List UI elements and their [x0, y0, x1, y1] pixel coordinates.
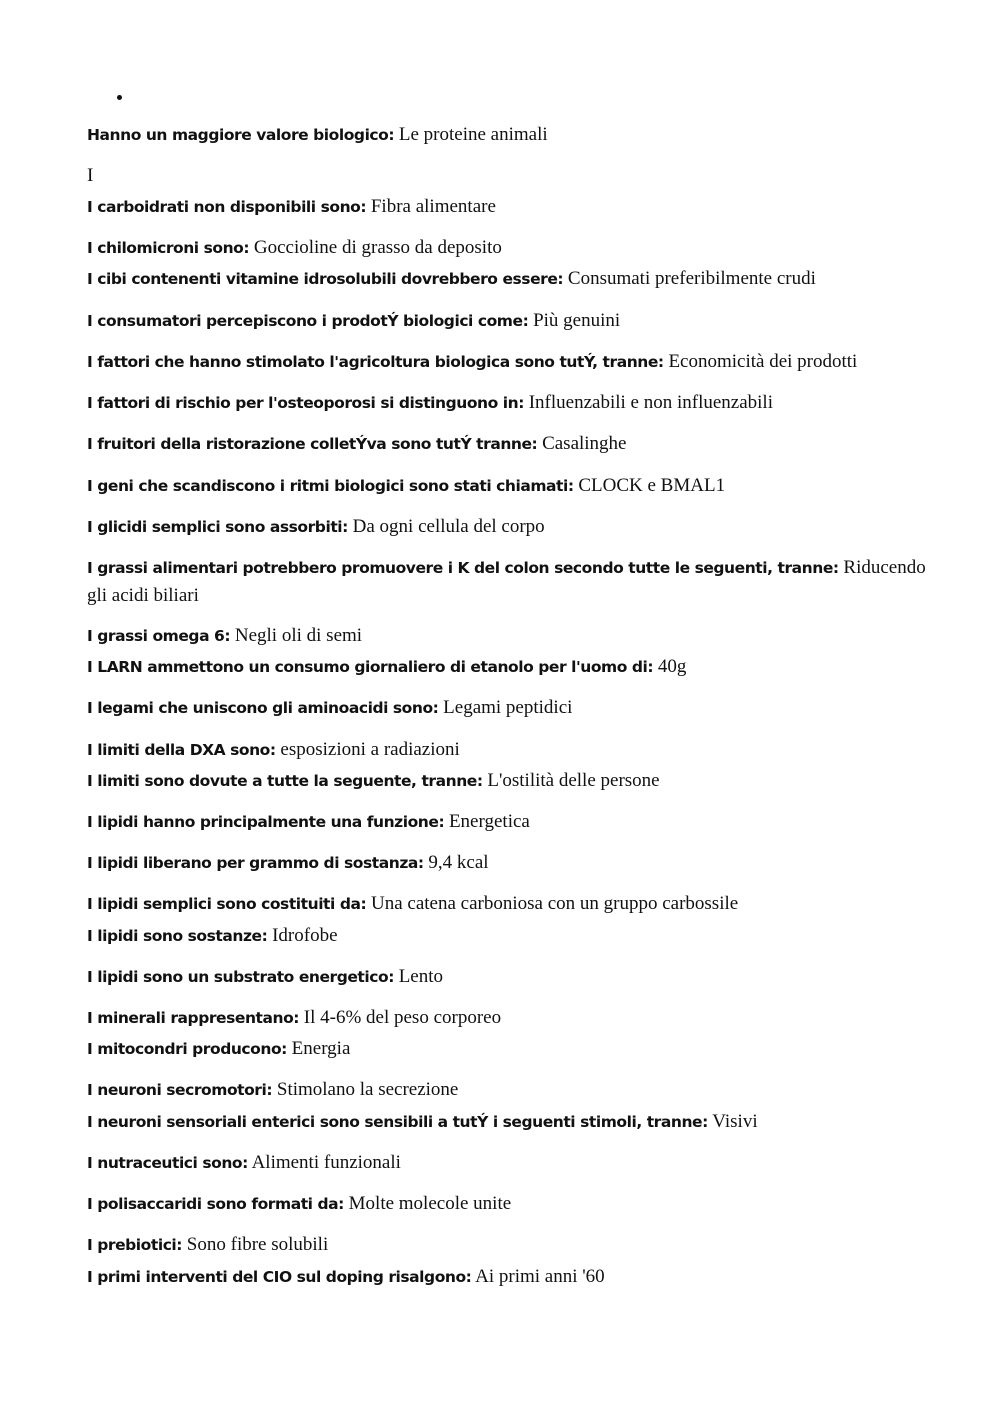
answer: Alimenti funzionali	[251, 1152, 401, 1173]
question: Hanno un maggiore valore biologico:	[87, 126, 395, 144]
answer: Ai primi anni '60	[475, 1266, 605, 1287]
answer: esposizioni a radiazioni	[280, 739, 460, 760]
answer: Goccioline di grasso da deposito	[253, 237, 502, 258]
qa-entry	[87, 1263, 927, 1291]
qa-entry	[87, 1004, 927, 1032]
qa-entry	[87, 963, 927, 991]
qa-entry	[87, 265, 927, 293]
question: I neuroni sensoriali enterici sono sensibili a tutÝ i seguenti stimoli, tranne:	[87, 1113, 708, 1131]
answer: Una catena carboniosa con un gruppo carbossile	[370, 893, 739, 914]
answer: Idrofobe	[272, 925, 338, 946]
answer: Più genuini	[533, 310, 621, 331]
qa-entry	[87, 1108, 927, 1136]
answer: Legami peptidici	[443, 697, 573, 718]
answer: CLOCK e BMAL1	[578, 475, 726, 496]
question: I LARN ammettono un consumo giornaliero di etanolo per l'uomo di:	[87, 658, 654, 676]
qa-entry	[87, 513, 927, 541]
question: I fattori che hanno stimolato l'agricoltura biologica sono tutÝ, tranne:	[87, 353, 664, 371]
qa-entry	[87, 849, 927, 877]
answer: Da ogni cellula del corpo	[352, 516, 545, 537]
question: I minerali rappresentano:	[87, 1009, 300, 1027]
question: I geni che scandiscono i ritmi biologici sono stati chiamati:	[87, 477, 574, 495]
qa-entry	[87, 736, 927, 764]
question: I lipidi hanno principalmente una funzione:	[87, 813, 445, 831]
qa-entry	[87, 767, 927, 795]
question: I mitocondri producono:	[87, 1040, 287, 1058]
answer: Consumati preferibilmente crudi	[567, 268, 816, 289]
question: I grassi omega 6:	[87, 627, 231, 645]
question: I limiti della DXA sono:	[87, 741, 276, 759]
qa-entry	[87, 1190, 927, 1218]
answer: Influenzabili e non influenzabili	[528, 392, 773, 413]
question: I lipidi sono un substrato energetico:	[87, 968, 394, 986]
qa-entry	[87, 348, 927, 376]
question: I chilomicroni sono:	[87, 239, 250, 257]
qa-entry	[87, 554, 927, 609]
qa-entry	[87, 808, 927, 836]
qa-entry	[87, 193, 927, 221]
qa-entry	[87, 234, 927, 262]
question: I lipidi semplici sono costituiti da:	[87, 895, 367, 913]
section-letter: I	[87, 165, 94, 186]
qa-entry	[87, 890, 927, 918]
question: I cibi contenenti vitamine idrosolubili dovrebbero essere:	[87, 270, 564, 288]
qa-entry	[87, 430, 927, 458]
answer: Stimolano la secrezione	[276, 1079, 459, 1100]
answer: Il 4-6% del peso corporeo	[303, 1007, 502, 1028]
qa-entry	[87, 653, 927, 681]
answer: Casalinghe	[542, 433, 627, 454]
question: I nutraceutici sono:	[87, 1154, 248, 1172]
question: I polisaccaridi sono formati da:	[87, 1195, 344, 1213]
qa-entry	[87, 622, 927, 650]
qa-entry	[87, 472, 927, 500]
answer: Economicità dei prodotti	[668, 351, 858, 372]
qa-entry	[87, 1231, 927, 1259]
question: I lipidi liberano per grammo di sostanza:	[87, 854, 424, 872]
answer: Le proteine animali	[398, 124, 548, 145]
answer: Molte molecole unite	[348, 1193, 512, 1214]
question: I lipidi sono sostanze:	[87, 927, 268, 945]
question: I prebiotici:	[87, 1236, 183, 1254]
question: I primi interventi del CIO sul doping risalgono:	[87, 1268, 472, 1286]
qa-entry	[87, 1149, 927, 1177]
qa-entry	[87, 1076, 927, 1104]
answer: 40g	[657, 656, 687, 677]
answer: Energetica	[448, 811, 530, 832]
answer: Energia	[291, 1038, 351, 1059]
answer: Riducendo gli acidi biliari	[87, 557, 926, 606]
qa-entry	[87, 1035, 927, 1063]
answer: L'ostilità delle persone	[487, 770, 660, 791]
question: I legami che uniscono gli aminoacidi sono:	[87, 699, 439, 717]
question: I neuroni secromotori:	[87, 1081, 273, 1099]
qa-entry	[87, 121, 927, 149]
question: I glicidi semplici sono assorbiti:	[87, 518, 348, 536]
question: I fruitori della ristorazione colletÝva sono tutÝ tranne:	[87, 435, 538, 453]
answer: 9,4 kcal	[428, 852, 489, 873]
qa-entry	[87, 922, 927, 950]
qa-entry	[87, 694, 927, 722]
bullet-dot	[117, 95, 122, 100]
question: I fattori di rischio per l'osteoporosi si distinguono in:	[87, 394, 524, 412]
question: I consumatori percepiscono i prodotÝ biologici come:	[87, 312, 529, 330]
answer: Fibra alimentare	[370, 196, 496, 217]
qa-entry	[87, 307, 927, 335]
question: I carboidrati non disponibili sono:	[87, 198, 367, 216]
answer: Negli oli di semi	[234, 625, 363, 646]
answer: Visivi	[712, 1111, 758, 1132]
answer: Lento	[398, 966, 444, 987]
question: I limiti sono dovute a tutte la seguente, tranne:	[87, 772, 483, 790]
qa-entry	[87, 389, 927, 417]
answer: Sono fibre solubili	[186, 1234, 329, 1255]
question: I grassi alimentari potrebbero promuovere i K del colon secondo tutte le seguenti, tranne:	[87, 559, 839, 577]
